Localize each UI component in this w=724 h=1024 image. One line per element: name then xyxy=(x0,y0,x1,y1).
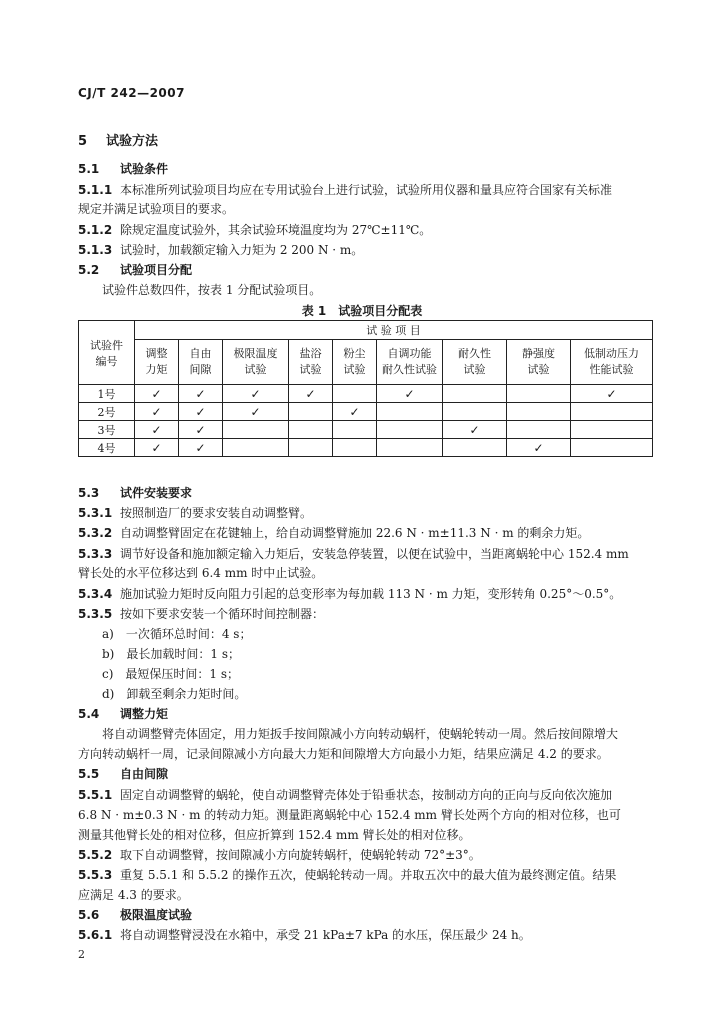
clause-5-5-2 xyxy=(78,846,481,863)
table-header-row xyxy=(79,321,653,340)
column-header-line2: 间隙 xyxy=(189,363,212,376)
clause-text: 取下自动调整臂，按间隙减小方向旋转蜗杆，使蜗轮转动 72°±3°。 xyxy=(120,848,481,862)
clause-text: 施加试验力矩时反向阻力引起的总变形率为每加载 113 N · m 力矩，变形转角 0.25°～0.5°。 xyxy=(120,587,622,601)
table-cell xyxy=(377,421,443,439)
clause-5-3-5 xyxy=(78,605,324,622)
check-mark-icon: ✓ xyxy=(469,422,480,437)
column-header-line2: 耐久性试验 xyxy=(382,363,437,376)
table-cell xyxy=(571,439,653,457)
section-title: 极限温度试验 xyxy=(120,908,193,922)
table-cell xyxy=(571,403,653,421)
check-mark-icon: ✓ xyxy=(305,386,316,401)
subsection-5-3-heading xyxy=(78,484,192,501)
paragraph-5-4-line2: 方向转动蜗杆一周，记录间隙减小方向最大力矩和间隙增大方向最小力矩，结果应满足 4.2 的要求。 xyxy=(78,747,609,761)
clause-text: 重复 5.5.1 和 5.5.2 的操作五次，使蜗轮转动一周。并取五次中的最大值为最终测定值。结果 xyxy=(120,868,617,882)
clause-5-5-3-line1 xyxy=(78,866,616,883)
column-header-line2: 试验 xyxy=(463,363,486,376)
corner-header-line1: 试验件 xyxy=(90,338,123,352)
page-number: 2 xyxy=(78,948,85,961)
table-cell xyxy=(443,439,507,457)
check-mark-icon: ✓ xyxy=(195,440,206,455)
list-item-c: c) 最短保压时间：1 s； xyxy=(102,667,240,681)
table-cell xyxy=(179,439,223,457)
column-header xyxy=(333,340,377,385)
clause-text: 本标准所列试验项目均应在专用试验台上进行试验，试验所用仪器和量具应符合国家有关标准 xyxy=(120,183,613,197)
clause-5-1-1-line1 xyxy=(78,181,612,198)
section-title: 调整力矩 xyxy=(120,707,169,721)
clause-number: 5.1.3 xyxy=(78,243,113,257)
clause-text: 自动调整臂固定在花键轴上，给自动调整臂施加 22.6 N · m±11.3 N · m 的剩余力矩。 xyxy=(120,526,590,540)
list-item-d: d) 卸载至剩余力矩时间。 xyxy=(102,687,247,701)
table-cell xyxy=(179,385,223,403)
table-cell xyxy=(443,403,507,421)
check-mark-icon: ✓ xyxy=(151,404,162,419)
clause-text: 调节好设备和施加额定输入力矩后，安装急停装置，以便在试验中，当距离蜗轮中心 152.4 mm xyxy=(120,547,629,561)
table-cell xyxy=(289,421,333,439)
table-cell xyxy=(223,421,289,439)
column-header-line1: 调整 xyxy=(145,347,168,360)
clause-5-3-3-line1 xyxy=(78,545,629,562)
table-cell xyxy=(135,403,179,421)
column-header xyxy=(377,340,443,385)
clause-text: 除规定温度试验外，其余试验环境温度均为 27℃±11℃。 xyxy=(120,223,432,237)
section-number: 5.1 xyxy=(78,162,100,176)
standard-code-header: CJ/T 242—2007 xyxy=(78,86,185,100)
check-mark-icon: ✓ xyxy=(349,404,360,419)
table-cell xyxy=(377,385,443,403)
column-header-line2: 试验 xyxy=(527,363,550,376)
clause-text: 按如下要求安装一个循环时间控制器： xyxy=(120,607,325,621)
table-cell xyxy=(507,385,571,403)
paragraph-5-4-line1: 将自动调整臂壳体固定，用力矩扳手按间隙减小方向转动蜗杆，使蜗轮转动一周。然后按间隙增大 xyxy=(102,727,619,741)
check-mark-icon: ✓ xyxy=(250,386,261,401)
column-header xyxy=(443,340,507,385)
column-header-line1: 粉尘 xyxy=(343,347,366,360)
table-cell xyxy=(571,385,653,403)
section-number: 5.5 xyxy=(78,767,100,781)
column-header-line1: 极限温度 xyxy=(233,347,278,360)
table-cell xyxy=(507,439,571,457)
section-5-heading xyxy=(78,130,158,149)
section-title: 试验项目分配 xyxy=(120,263,193,277)
column-header-line1: 耐久性 xyxy=(458,347,491,360)
column-header xyxy=(571,340,653,385)
clause-5-1-2 xyxy=(78,221,431,238)
table-cell xyxy=(135,439,179,457)
column-header-line1: 自由 xyxy=(189,347,212,360)
subsection-5-6-heading xyxy=(78,906,192,923)
table-caption: 表 1 试验项目分配表 xyxy=(301,304,423,318)
column-header xyxy=(223,340,289,385)
clause-number: 5.3.3 xyxy=(78,547,113,561)
table-cell xyxy=(507,403,571,421)
clause-5-3-1 xyxy=(78,504,312,521)
check-mark-icon: ✓ xyxy=(151,422,162,437)
table-cell xyxy=(289,439,333,457)
column-header xyxy=(507,340,571,385)
check-mark-icon: ✓ xyxy=(195,386,206,401)
table-row xyxy=(79,403,653,421)
clause-number: 5.3.4 xyxy=(78,587,113,601)
row-label-cell: 4号 xyxy=(79,439,135,457)
table-row xyxy=(79,385,653,403)
check-mark-icon: ✓ xyxy=(250,404,261,419)
clause-number: 5.3.5 xyxy=(78,607,113,621)
subsection-5-2-heading xyxy=(78,261,192,278)
table-body xyxy=(79,385,653,457)
list-item-a: a) 一次循环总时间：4 s； xyxy=(102,627,252,641)
clause-number: 5.5.2 xyxy=(78,848,113,862)
column-header-line2: 试验 xyxy=(343,363,366,376)
clause-5-1-1-line2: 规定并满足试验项目的要求。 xyxy=(78,202,235,216)
column-header-row xyxy=(79,340,653,385)
table-cell xyxy=(377,403,443,421)
column-header-line1: 低制动压力 xyxy=(584,347,639,360)
clause-number: 5.5.3 xyxy=(78,868,113,882)
table-cell xyxy=(179,403,223,421)
section-title: 自由间隙 xyxy=(120,767,169,781)
row-label-cell: 2号 xyxy=(79,403,135,421)
corner-header-cell xyxy=(79,321,135,385)
subsection-5-1-heading xyxy=(78,160,168,177)
table-cell xyxy=(333,403,377,421)
corner-header-line2: 编号 xyxy=(95,354,118,368)
check-mark-icon: ✓ xyxy=(195,422,206,437)
list-item-b: b) 最长加载时间：1 s； xyxy=(102,647,240,661)
table-cell xyxy=(223,439,289,457)
column-header-line2: 性能试验 xyxy=(589,363,634,376)
table-cell xyxy=(333,421,377,439)
clause-text: 按照制造厂的要求安装自动调整臂。 xyxy=(120,506,313,520)
clause-5-5-1-line2: 6.8 N · m±0.3 N · m 的转动力矩。测量距离蜗轮中心 152.4 mm 臂长处两个方向的相对位移，也可 xyxy=(78,808,621,822)
table-cell xyxy=(179,421,223,439)
table-cell xyxy=(333,439,377,457)
check-mark-icon: ✓ xyxy=(195,404,206,419)
table-cell xyxy=(135,421,179,439)
clause-text: 将自动调整臂浸没在水箱中，承受 21 kPa±7 kPa 的水压，保压最少 24 h。 xyxy=(120,928,531,942)
section-title: 试件安装要求 xyxy=(120,486,193,500)
column-header xyxy=(289,340,333,385)
table-row xyxy=(79,421,653,439)
table-cell xyxy=(443,385,507,403)
section-number: 5.6 xyxy=(78,908,100,922)
clause-number: 5.6.1 xyxy=(78,928,113,942)
check-mark-icon: ✓ xyxy=(533,440,544,455)
row-label-cell: 3号 xyxy=(79,421,135,439)
clause-5-3-4 xyxy=(78,585,621,602)
table-cell xyxy=(289,385,333,403)
column-header-line1: 自调功能 xyxy=(387,347,432,360)
table-cell xyxy=(135,385,179,403)
clause-number: 5.1.2 xyxy=(78,223,113,237)
column-header-line2: 试验 xyxy=(299,363,322,376)
clause-5-5-1-line3: 测量其他臂长处的相对位移，但应折算到 152.4 mm 臂长处的相对位移。 xyxy=(78,828,471,842)
table-cell xyxy=(443,421,507,439)
section-number: 5 xyxy=(78,134,88,149)
clause-number: 5.1.1 xyxy=(78,183,113,197)
clause-text: 试验时，加载额定输入力矩为 2 200 N · m。 xyxy=(120,243,364,257)
check-mark-icon: ✓ xyxy=(151,440,162,455)
column-header-line2: 力矩 xyxy=(145,363,168,376)
table-cell xyxy=(333,385,377,403)
section-title: 试验方法 xyxy=(106,134,159,149)
clause-5-5-3-line2: 应满足 4.3 的要求。 xyxy=(78,888,189,902)
table-cell xyxy=(377,439,443,457)
subsection-5-5-heading xyxy=(78,765,168,782)
clause-5-6-1 xyxy=(78,926,531,943)
section-number: 5.3 xyxy=(78,486,100,500)
clause-5-5-1-line1 xyxy=(78,786,612,803)
clause-5-3-2 xyxy=(78,524,589,541)
clause-5-3-3-line2: 臂长处的水平位移达到 6.4 mm 时中止试验。 xyxy=(78,566,324,580)
check-mark-icon: ✓ xyxy=(404,386,415,401)
table-cell xyxy=(223,385,289,403)
clause-text: 固定自动调整臂的蜗轮，使自动调整臂壳体处于铅垂状态，按制动方向的正向与反向依次施加 xyxy=(120,788,613,802)
clause-number: 5.3.1 xyxy=(78,506,113,520)
table-row xyxy=(79,439,653,457)
table-cell xyxy=(507,421,571,439)
check-mark-icon: ✓ xyxy=(151,386,162,401)
clause-number: 5.3.2 xyxy=(78,526,113,540)
section-number: 5.2 xyxy=(78,263,100,277)
column-header-line1: 盐浴 xyxy=(299,347,322,360)
section-number: 5.4 xyxy=(78,707,100,721)
row-label-cell: 1号 xyxy=(79,385,135,403)
check-mark-icon: ✓ xyxy=(606,386,617,401)
subsection-5-4-heading xyxy=(78,705,168,722)
clause-number: 5.5.1 xyxy=(78,788,113,802)
column-header-line1: 静强度 xyxy=(522,347,555,360)
column-header xyxy=(135,340,179,385)
table-cell xyxy=(223,403,289,421)
column-header-line2: 试验 xyxy=(244,363,267,376)
paragraph-5-2: 试验件总数四件，按表 1 分配试验项目。 xyxy=(102,283,322,297)
table-cell xyxy=(571,421,653,439)
column-header xyxy=(179,340,223,385)
section-title: 试验条件 xyxy=(120,162,169,176)
clause-5-1-3 xyxy=(78,241,363,258)
group-header-cell: 试 验 项 目 xyxy=(135,321,653,340)
table-cell xyxy=(289,403,333,421)
test-allocation-table xyxy=(78,320,653,457)
